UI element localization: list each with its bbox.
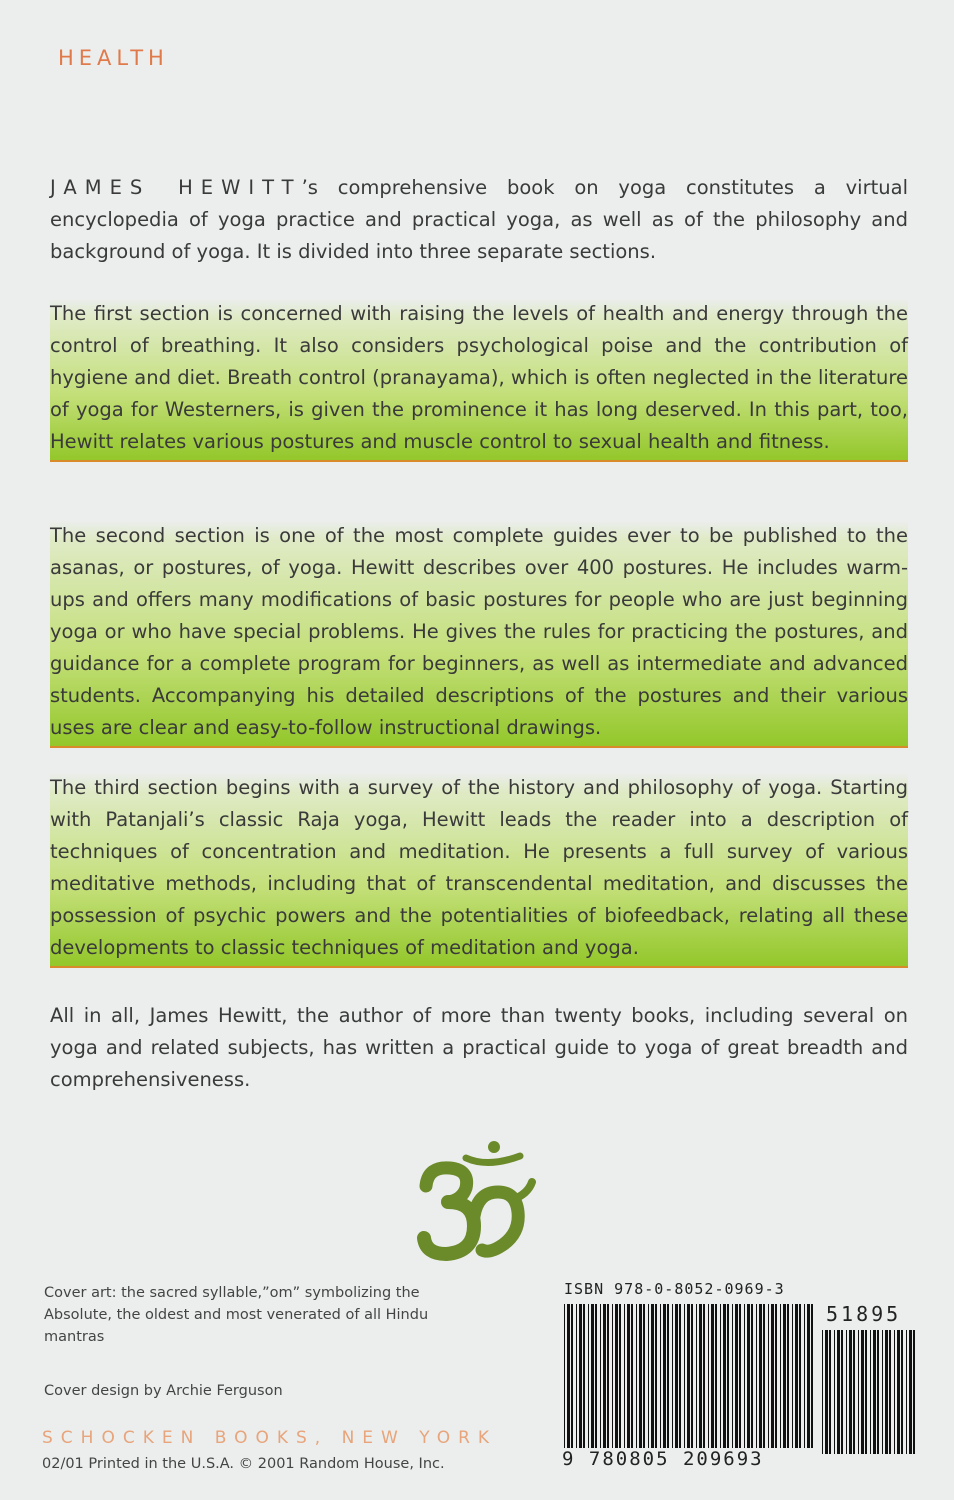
barcode-bar — [768, 1304, 769, 1454]
barcode-bar — [882, 1330, 883, 1454]
closing-paragraph: All in all, James Hewitt, the author of more than twenty books, including several on yoga and related subjects, has written a practical guide to yoga of great breadth and comprehensiveness. — [50, 1004, 908, 1091]
barcode-bar — [822, 1330, 823, 1454]
price-barcode — [820, 1330, 916, 1454]
first-section-paragraph: The first section is concerned with raising the levels of health and energy through the control of breathing. It also considers psychological poise and the contribution of hygiene and diet. Breath control (pranayama), which is often neglected in the literature of yoga for Westerners, is given the prominence it has long deserved. In this part, too, Hewitt relates various postures and muscle control to sexual health and fitness. — [50, 298, 908, 462]
barcode-digits: 9 780805 209693 — [562, 1448, 814, 1470]
barcode-bar — [829, 1330, 831, 1454]
barcode-bar — [841, 1330, 843, 1454]
barcode-bar — [588, 1304, 589, 1454]
barcode-bar — [636, 1304, 637, 1454]
barcode-bar — [723, 1304, 726, 1454]
price-code: 51895 — [826, 1302, 902, 1326]
barcode-bar — [811, 1304, 813, 1454]
barcode-bar — [624, 1304, 625, 1454]
barcode-bar — [631, 1304, 633, 1454]
barcode-bar — [603, 1304, 606, 1454]
barcode-bar — [679, 1304, 681, 1454]
barcode-bar — [897, 1330, 900, 1454]
barcode-bar — [687, 1304, 690, 1454]
intro-paragraph — [50, 172, 908, 268]
barcode-bar — [906, 1330, 907, 1454]
barcode-bar — [711, 1304, 714, 1454]
barcode-bar — [696, 1304, 697, 1454]
barcode-bar — [732, 1304, 733, 1454]
barcode-bar — [913, 1330, 915, 1454]
barcode-bar — [615, 1304, 618, 1454]
barcode-bar — [564, 1304, 565, 1454]
barcode-bar — [571, 1304, 573, 1454]
barcode-bar — [579, 1304, 582, 1454]
barcode-bar — [901, 1330, 903, 1454]
barcode-bar — [771, 1304, 774, 1454]
third-section-paragraph: The third section begins with a survey of the history and philosophy of yoga. Starting with Patanjali’s classic Raja yoga, Hewitt leads the reader into a description of techniques of concentration and meditation. He presents a full survey of various meditative methods, including that of transcendental meditation, and discusses the possession of psychic powers and the potentialities of biofeedback, relating all these developments to classic techniques of meditation and yoga. — [50, 772, 908, 968]
barcode-bar — [619, 1304, 621, 1454]
category-label: HEALTH — [58, 46, 169, 70]
barcode-bar — [607, 1304, 609, 1454]
barcode-bar — [727, 1304, 729, 1454]
barcode-bar — [703, 1304, 705, 1454]
barcode-bar — [795, 1304, 798, 1454]
barcode-bar — [699, 1304, 702, 1454]
barcode-bar — [747, 1304, 750, 1454]
om-symbol-icon — [416, 1140, 540, 1270]
author-name: JAMES HEWITT — [50, 176, 302, 199]
barcode-bar — [799, 1304, 801, 1454]
barcode-bar — [691, 1304, 693, 1454]
barcode-bar — [715, 1304, 717, 1454]
barcode-bar — [775, 1304, 777, 1454]
barcode-bar — [648, 1304, 649, 1454]
barcode-bar — [643, 1304, 645, 1454]
barcode-bar — [909, 1330, 912, 1454]
barcode-bar — [763, 1304, 765, 1454]
barcode-bar — [735, 1304, 738, 1454]
barcode-bar — [684, 1304, 685, 1454]
barcode-bar — [807, 1304, 810, 1454]
barcode-bar — [675, 1304, 678, 1454]
barcode-bar — [595, 1304, 597, 1454]
barcode-bar — [853, 1330, 855, 1454]
barcode-bar — [660, 1304, 661, 1454]
barcode-bar — [837, 1330, 840, 1454]
barcode-bar — [667, 1304, 669, 1454]
barcode-bar — [744, 1304, 745, 1454]
barcode-bar — [591, 1304, 594, 1454]
barcode-bar — [708, 1304, 709, 1454]
barcode-bar — [849, 1330, 852, 1454]
barcode-bar — [600, 1304, 601, 1454]
barcode-bar — [787, 1304, 789, 1454]
second-section-paragraph: The second section is one of the most complete guides ever to be published to the asanas, or postures, of yoga. Hewitt describes over 400 postures. He includes warm-ups and offers many modifications of basic postures for people who are just beginning yoga or who have special problems. He gives the rules for practicing the postures, and guidance for a complete program for beginners, as well as intermediate and advanced students. Accompanying his detailed descriptions of the postures and their various uses are clear and easy-to-follow instructional drawings. — [50, 520, 908, 748]
barcode-bar — [759, 1304, 762, 1454]
barcode-bar — [889, 1330, 891, 1454]
barcode-bar — [627, 1304, 630, 1454]
barcode-bar — [865, 1330, 867, 1454]
printing-info: 02/01 Printed in the U.S.A. © 2001 Random House, Inc. — [42, 1456, 445, 1472]
barcode-bar — [783, 1304, 786, 1454]
barcode-bar — [720, 1304, 721, 1454]
barcode-bar — [858, 1330, 859, 1454]
barcode-bar — [663, 1304, 666, 1454]
barcode-bar — [804, 1304, 805, 1454]
barcode-bar — [567, 1304, 570, 1454]
barcode-bar — [885, 1330, 888, 1454]
barcode-bar — [894, 1330, 895, 1454]
barcode-bar — [877, 1330, 879, 1454]
barcode-bar — [792, 1304, 793, 1454]
barcode-bar — [825, 1330, 828, 1454]
barcode-bar — [780, 1304, 781, 1454]
barcode-bar — [655, 1304, 657, 1454]
barcode-bar — [576, 1304, 577, 1454]
barcode-bar — [870, 1330, 871, 1454]
barcode-bar — [756, 1304, 757, 1454]
barcode-bar — [751, 1304, 753, 1454]
barcode-bar — [861, 1330, 864, 1454]
barcode-bar — [739, 1304, 741, 1454]
barcode-bar — [672, 1304, 673, 1454]
cover-design-credit: Cover design by Archie Ferguson — [44, 1383, 283, 1399]
barcode-bar — [834, 1330, 835, 1454]
barcode-bar — [612, 1304, 613, 1454]
isbn-number: ISBN 978-0-8052-0969-3 — [564, 1280, 785, 1298]
barcode-bar — [583, 1304, 585, 1454]
isbn-barcode — [562, 1304, 814, 1454]
cover-art-credit: Cover art: the sacred syllable,”om” symbolizing the Absolute, the oldest and most venerated of all Hindu mantras — [44, 1285, 429, 1345]
barcode-bar — [846, 1330, 847, 1454]
publisher-name: SCHOCKEN BOOKS, NEW YORK — [42, 1428, 498, 1448]
intro-text: ’s comprehensive book on yoga constitutes a virtual encyclopedia of yoga practice and practical yoga, as well as of the philosophy and background of yoga. It is divided into three separate sections. — [50, 176, 908, 263]
barcode-bar — [651, 1304, 654, 1454]
barcode-bar — [873, 1330, 876, 1454]
barcode-bar — [639, 1304, 642, 1454]
